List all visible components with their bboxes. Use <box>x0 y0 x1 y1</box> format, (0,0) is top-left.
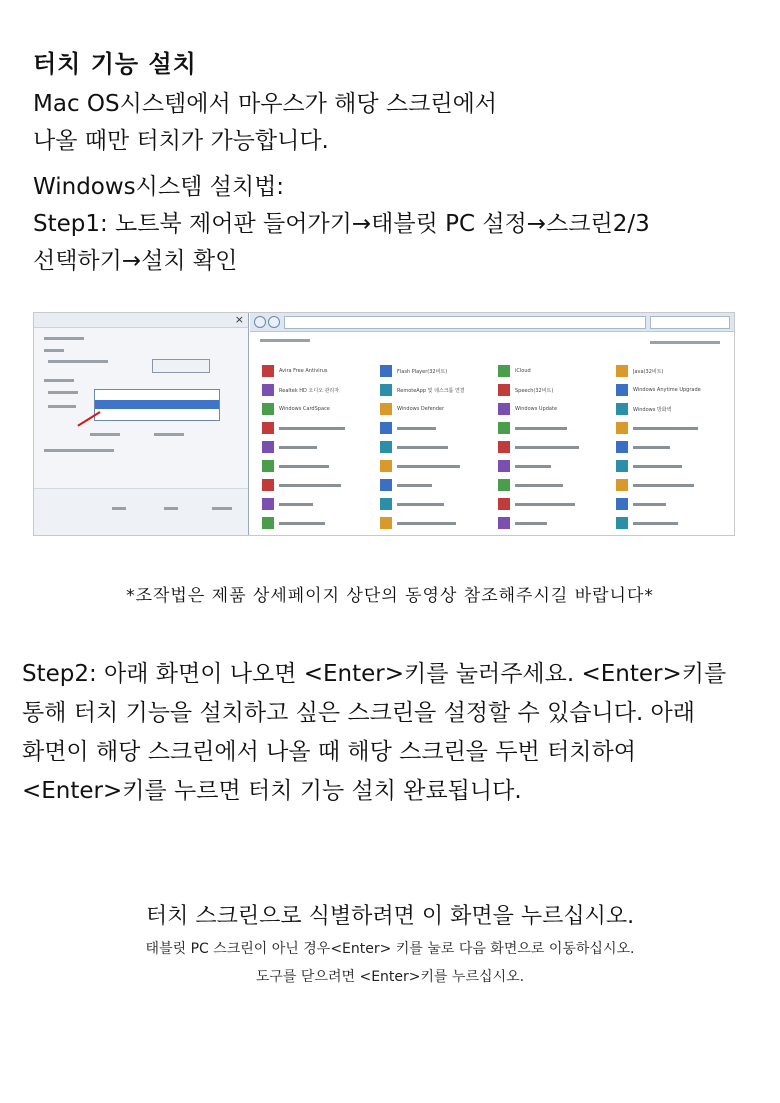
control-panel-item-icon <box>498 479 510 491</box>
setup-button <box>152 359 210 373</box>
control-panel-item-icon <box>498 365 510 377</box>
control-panel-item-label <box>515 484 563 487</box>
dialog-titlebar <box>34 313 248 328</box>
prompt-line-1: 태블릿 PC 스크린이 아닌 경우<Enter> 키를 눌로 다음 화면으로 이동하십시오. <box>145 941 635 957</box>
control-panel-item-label <box>279 522 325 525</box>
back-icon <box>254 316 266 328</box>
tablet-settings-dialog <box>34 313 249 535</box>
control-panel-item-icon <box>380 422 392 434</box>
dialog-footer <box>34 488 248 536</box>
control-panel-item-label <box>515 522 547 525</box>
control-panel-item-icon <box>616 479 628 491</box>
control-panel-item-label <box>515 503 575 506</box>
control-panel-item-icon <box>498 498 510 510</box>
windows-step1-cont: 선택하기→설치 확인 <box>33 248 238 274</box>
usage-note: *조작법은 제품 상세페이지 상단의 동영상 참조해주시길 바랍니다* <box>126 586 654 606</box>
control-panel-item-icon <box>380 479 392 491</box>
windows-step1: Step1: 노트북 제어판 들어가기→태블릿 PC 설정→스크린2/3 <box>33 211 650 237</box>
control-panel-item-label <box>633 446 670 449</box>
control-panel-item-icon <box>616 365 628 377</box>
control-panel-item-label: Avira Free Antivirus <box>279 368 328 374</box>
control-panel-item-icon <box>498 441 510 453</box>
control-panel-item-icon <box>380 517 392 529</box>
control-panel-item-label <box>397 427 436 430</box>
control-panel-item-label <box>633 522 678 525</box>
control-panel-item-label <box>633 427 698 430</box>
control-panel-item-icon <box>380 441 392 453</box>
control-panel-item-label <box>633 503 666 506</box>
control-panel-item-icon <box>498 517 510 529</box>
control-panel-item-label: Windows Anytime Upgrade <box>633 387 701 393</box>
control-panel-item-icon <box>262 384 274 396</box>
control-panel-item-icon <box>616 422 628 434</box>
screen-select-list <box>94 389 220 421</box>
control-panel-item-icon <box>262 479 274 491</box>
step2-line-4: <Enter>키를 누르면 터치 기능 설치 완료됩니다. <box>22 778 522 804</box>
control-panel-item-label: Windows Update <box>515 406 558 412</box>
control-panel-item-icon <box>616 460 628 472</box>
control-panel-item-label: Flash Player(32비트) <box>397 369 448 375</box>
control-panel-item-icon <box>262 365 274 377</box>
control-panel-item-icon <box>498 403 510 415</box>
control-panel-item-label <box>279 484 341 487</box>
control-panel-item-icon <box>262 498 274 510</box>
control-panel-item-label <box>279 446 317 449</box>
control-panel-item-icon <box>616 384 628 396</box>
control-panel-item-icon <box>380 384 392 396</box>
control-panel-item-icon <box>262 517 274 529</box>
control-panel-item-label: Windows CardSpace <box>279 406 330 412</box>
windows-heading: Windows시스템 설치법: <box>33 174 285 200</box>
control-panel-item-label <box>515 465 551 468</box>
mac-line-1: Mac OS시스템에서 마우스가 해당 스크린에서 <box>33 91 498 117</box>
control-panel-item-icon <box>262 403 274 415</box>
control-panel-item-icon <box>380 403 392 415</box>
control-panel-item-icon <box>616 498 628 510</box>
control-panel-item-icon <box>616 441 628 453</box>
control-panel-item-label: RemoteApp 및 데스크톱 연결 <box>397 388 465 394</box>
control-panel-item-label <box>633 465 682 468</box>
control-panel-item-label <box>397 522 456 525</box>
step2-text <box>22 655 726 811</box>
control-panel-grid <box>250 353 734 535</box>
prompt-heading: 터치 스크린으로 식별하려면 이 화면을 누르십시오. <box>145 904 635 929</box>
forward-icon <box>268 316 280 328</box>
control-panel-item-label: Java(32비트) <box>633 369 664 375</box>
selected-screen <box>95 400 219 409</box>
page-title: 터치 기능 설치 <box>33 50 197 78</box>
close-icon: × <box>234 313 244 326</box>
control-panel-item-label <box>397 446 448 449</box>
control-panel-item-label <box>397 503 444 506</box>
prompt-line-2: 도구를 닫으려면 <Enter>키를 누르십시오. <box>255 969 525 985</box>
control-panel-item-icon <box>262 460 274 472</box>
control-panel-item-icon <box>498 384 510 396</box>
control-panel-item-icon <box>380 365 392 377</box>
path-field <box>284 316 646 329</box>
control-panel-item-icon <box>616 517 628 529</box>
control-panel-item-icon <box>262 422 274 434</box>
control-panel-item-label <box>279 503 313 506</box>
control-panel-item-label <box>397 465 460 468</box>
control-panel-item-icon <box>262 441 274 453</box>
control-panel-item-label <box>515 427 567 430</box>
control-panel-item-label: Realtek HD 오디오 관리자 <box>279 388 340 394</box>
control-panel-item-label <box>515 446 579 449</box>
control-panel-item-label <box>279 427 345 430</box>
control-panel-window <box>250 313 734 535</box>
settings-screenshot <box>33 312 735 536</box>
address-bar <box>250 313 734 332</box>
search-field <box>650 316 730 329</box>
control-panel-item-icon <box>380 460 392 472</box>
mac-line-2: 나올 때만 터치가 가능합니다. <box>33 128 329 154</box>
control-panel-item-icon <box>380 498 392 510</box>
control-panel-item-label <box>397 484 432 487</box>
control-panel-item-label: Speech(32비트) <box>515 388 554 394</box>
control-panel-item-label <box>633 484 694 487</box>
control-panel-item-label: iCloud <box>515 368 531 374</box>
control-panel-item-label <box>279 465 329 468</box>
step2-line-2: 통해 터치 기능을 설치하고 싶은 스크린을 설정할 수 있습니다. 아래 <box>22 700 695 726</box>
step2-line-1: Step2: 아래 화면이 나오면 <Enter>키를 눌러주세요. <Enter>키를 <box>22 661 727 687</box>
control-panel-item-icon <box>498 422 510 434</box>
control-panel-item-icon <box>616 403 628 415</box>
step2-line-3: 화면이 해당 스크린에서 나올 때 해당 스크린을 두번 터치하여 <box>22 739 636 765</box>
control-panel-item-label: Windows Defender <box>397 406 445 412</box>
control-panel-item-label: Windows 방화벽 <box>633 407 672 413</box>
control-panel-item-icon <box>498 460 510 472</box>
